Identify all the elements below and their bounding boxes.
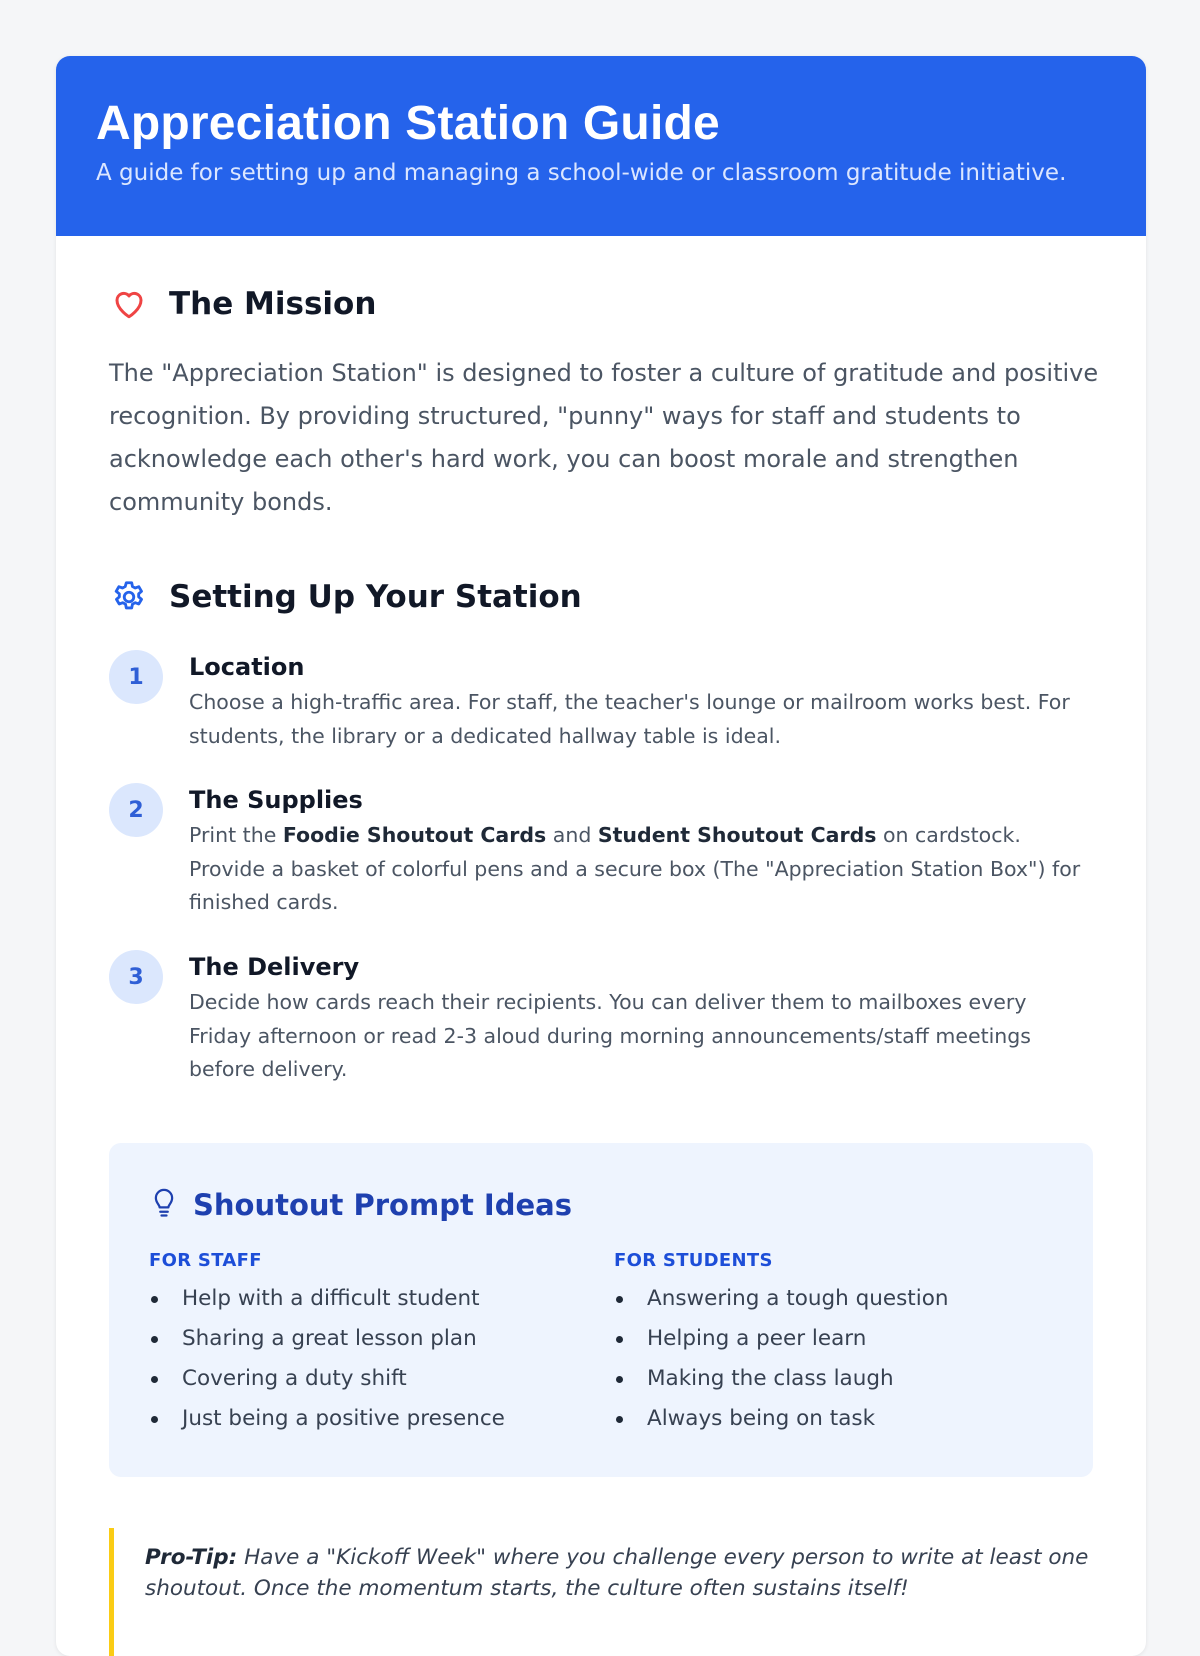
page-header	[56, 56, 1146, 236]
student-cards-label: Student Shoutout Cards	[597, 823, 877, 847]
step-number: 3	[109, 950, 163, 1004]
list-item: Helping a peer learn	[614, 1319, 1054, 1359]
list-item: Just being a positive presence	[149, 1399, 589, 1439]
list-item: Always being on task	[614, 1399, 1054, 1439]
gear-icon	[109, 577, 149, 617]
pro-tip	[109, 1528, 1093, 1656]
step-text: Choose a high-traffic area. For staff, the teacher's lounge or mailroom works best. For students, the library or a dedicated hallway table is ideal.	[189, 690, 1070, 748]
step-title: The Delivery	[189, 953, 360, 981]
page-title: Appreciation Station Guide	[96, 97, 720, 150]
students-heading: FOR STUDENTS	[614, 1250, 773, 1271]
staff-prompts	[149, 1249, 589, 1439]
step-number: 1	[109, 650, 163, 704]
prompt-ideas-title: Shoutout Prompt Ideas	[193, 1188, 572, 1222]
mission-text: The "Appreciation Station" is designed to foster a culture of gratitude and positive recognition. By providing structured, "punny" ways for staff and students to acknowledge each other's hard work, you can boost morale and strengthen community bonds.	[109, 359, 1099, 516]
student-prompts	[614, 1249, 1054, 1439]
staff-heading: FOR STAFF	[149, 1250, 262, 1271]
step-number: 2	[109, 783, 163, 837]
list-item: Making the class laugh	[614, 1359, 1054, 1399]
list-item: Sharing a great lesson plan	[149, 1319, 589, 1359]
prompt-ideas-box	[109, 1143, 1093, 1477]
mission-heading	[109, 284, 376, 324]
step-title: Location	[189, 653, 305, 681]
foodie-cards-label: Foodie Shoutout Cards	[282, 823, 547, 847]
heart-icon	[109, 284, 149, 324]
pro-tip-label: Pro-Tip:	[145, 1545, 238, 1570]
list-item: Help with a difficult student	[149, 1279, 589, 1319]
setup-heading	[109, 577, 582, 617]
prompt-ideas-heading	[149, 1185, 572, 1225]
guide-card	[56, 56, 1146, 1656]
list-item: Answering a tough question	[614, 1279, 1054, 1319]
lightbulb-icon	[149, 1186, 179, 1224]
page-subtitle: A guide for setting up and managing a school-wide or classroom gratitude initiative.	[96, 160, 1067, 186]
list-item: Covering a duty shift	[149, 1359, 589, 1399]
pro-tip-text: Pro-Tip: Have a "Kickoff Week" where you challenge every person to write at least one shoutout. Once the momentum starts, the culture often sustains itself!	[145, 1545, 1089, 1601]
step-text: Decide how cards reach their recipients. You can deliver them to mailboxes every Friday afternoon or read 2-3 aloud during morning announcements/staff meetings before delivery.	[189, 990, 1031, 1081]
mission-title: The Mission	[169, 286, 377, 322]
step-text: Print the Foodie Shoutout Cards and Student Shoutout Cards on cardstock. Provide a basket of colorful pens and a secure box (The "Appreciation Station Box") for finished cards.	[189, 823, 1081, 914]
setup-title: Setting Up Your Station	[169, 579, 582, 615]
step-title: The Supplies	[189, 786, 363, 814]
